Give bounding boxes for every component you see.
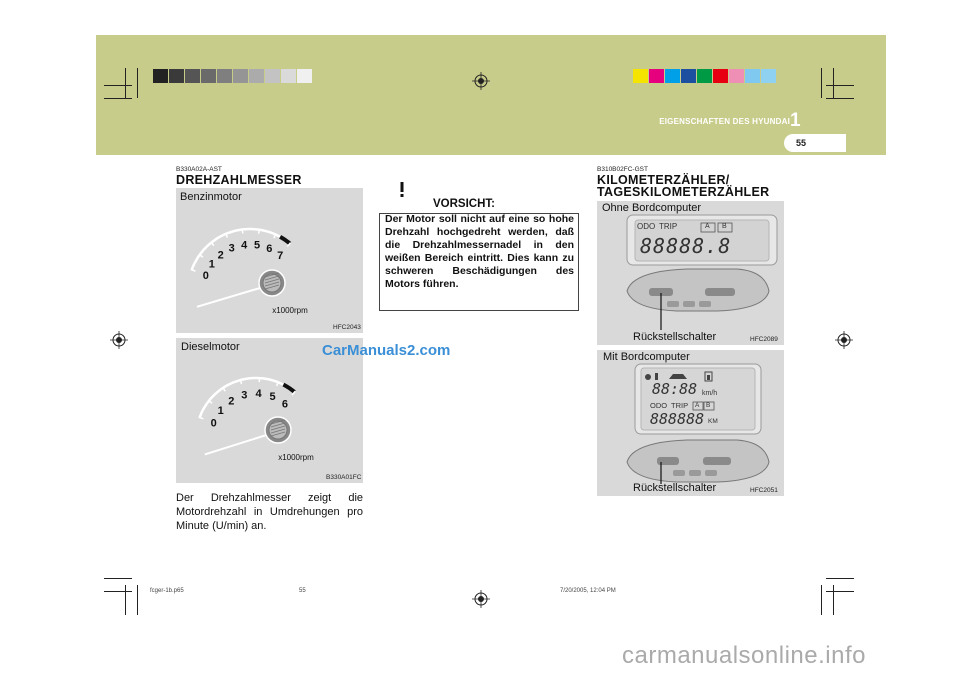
gauge-tick [242,228,243,233]
odometer-display-illustration [597,201,784,345]
gauge-tick-label: 5 [253,239,261,252]
gauge-tick-label: 3 [241,389,248,402]
gauge-unit-label: x1000rpm [278,453,314,462]
color-swatch [249,69,264,83]
crop-mark [125,585,126,615]
crop-mark [821,68,822,98]
trip-a-label: A [705,223,710,230]
color-swatch [761,69,776,83]
gauge-tick-label: 2 [228,395,235,408]
bottom-watermark: carmanualsonline.info [622,642,866,669]
caution-text: Der Motor soll nicht auf eine so hohe Drehzahl hochgedreht werden, daß die Drehzahlmessernadel in den weißen Bereich eintritt. Dies kann zu schweren Beschädigungen des Motors führen. [385,213,574,290]
registration-mark-icon [110,331,128,349]
gauge-unit-label: x1000rpm [272,306,308,315]
crop-mark [104,85,132,86]
figure-code: HFC2043 [333,324,361,331]
color-swatch [217,69,232,83]
registration-mark-icon [472,590,490,608]
caution-title: VORSICHT: [433,198,495,210]
gauge-tick-label: 4 [255,388,262,401]
trip-b-label: B [706,402,711,409]
color-swatch [281,69,296,83]
tachometer-diesel-gauge [176,338,363,483]
crop-mark [104,578,132,579]
gauge-needle [197,285,270,307]
reset-button-label: Rückstellschalter [633,331,717,343]
crop-mark [137,585,138,615]
color-swatch [233,69,248,83]
footer-timestamp: 7/20/2005, 12:04 PM [560,588,616,594]
footer-file-name: fcger-1b.p65 [150,588,184,594]
gauge-tick-label: 0 [202,269,209,282]
registration-mark-icon [835,331,853,349]
watermark-text: CarManuals2.com [322,342,451,359]
odo-label: ODO [650,401,668,410]
gauge-tick-label: 1 [217,405,224,418]
crop-mark [826,85,854,86]
color-swatch [633,69,648,83]
crop-mark [104,98,132,99]
figure-code: HFC2051 [750,487,778,494]
crop-mark [104,591,132,592]
crop-mark [826,591,854,592]
gauge-tick-label: 4 [241,239,248,252]
odometer-digits: 888888 [650,410,705,428]
section-title-odometer-2: TAGESKILOMETERZÄHLER [597,185,770,199]
trip-a-label: A [695,402,700,409]
page-tab [784,134,846,152]
figure-code: B330A01FC [326,474,362,481]
header-band [96,35,886,155]
color-swatch [649,69,664,83]
color-swatch [265,69,280,83]
section-title-tachometer: DREHZAHLMESSER [176,173,302,187]
gauge-needle [205,432,276,454]
reset-button-label: Rückstellschalter [633,482,717,494]
gauge-tick [259,229,260,234]
warning-triangle-icon [389,176,415,200]
color-swatch [201,69,216,83]
body-text: Der Drehzahlmesser zeigt die Motordrehzahl in Umdrehungen pro Minute (U/min) an. [176,492,363,532]
color-swatch [713,69,728,83]
figure-label: Dieselmotor [181,341,240,353]
figure-label: Benzinmotor [180,191,242,203]
color-swatch [185,69,200,83]
crop-mark [125,68,126,98]
trip-label: TRIP [671,401,689,410]
section-ref-code: B330A02A-AST [176,166,222,173]
chapter-title: EIGENSCHAFTEN DES HYUNDAI [659,117,790,126]
gauge-redzone [283,385,294,392]
trip-label: TRIP [659,222,678,231]
section-ref-code: B310B02FC-GST [597,166,648,173]
footer-page-number: 55 [299,588,306,594]
gauge-tick-label: 7 [277,249,284,262]
crop-mark [833,585,834,615]
color-swatch [697,69,712,83]
odometer-digits: 88888.8 [640,234,732,258]
crop-mark [826,98,854,99]
color-swatch [665,69,680,83]
gauge-tick [199,417,204,419]
gauge-tick-label: 6 [266,243,273,256]
km-unit-label: KM [708,418,718,425]
gauge-tick-label: 0 [210,417,217,430]
figure-label: Mit Bordcomputer [603,351,690,363]
odo-label: ODO [637,222,656,231]
color-swatch [745,69,760,83]
figure-label: Ohne Bordcomputer [602,202,702,214]
registration-mark-icon [472,72,490,90]
gauge-tick-label: 3 [228,242,235,255]
gauge-redzone [280,237,290,244]
color-swatch [153,69,168,83]
clock-digits: 88:88 [652,380,698,398]
figure-code: HFC2089 [750,336,778,343]
gauge-tick-label: 6 [281,398,288,411]
chapter-number: 1 [790,110,801,131]
crop-mark [826,578,854,579]
crop-mark [821,585,822,615]
gauge-tick [191,269,196,271]
color-swatch [169,69,184,83]
trip-b-label: B [722,223,727,230]
tachometer-petrol-gauge [176,188,363,333]
crop-mark [833,68,834,98]
crop-mark [137,68,138,98]
speed-unit-label: km/h [702,390,718,397]
gauge-tick-label: 2 [217,249,224,262]
color-swatch [297,69,312,83]
page-number: 55 [796,138,807,148]
gauge-tick-label: 1 [208,258,215,271]
gauge-tick-label: 5 [269,391,276,404]
color-swatch [681,69,696,83]
color-swatch [729,69,744,83]
section-title-odometer: KILOMETERZÄHLER/ [597,173,730,187]
